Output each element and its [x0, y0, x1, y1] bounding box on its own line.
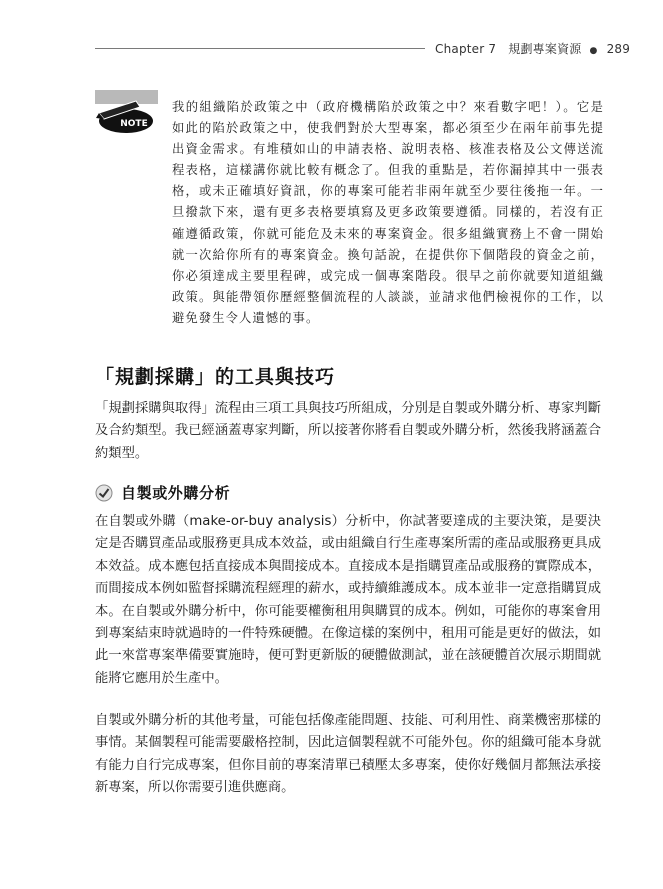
subsection-title: 自製或外購分析: [121, 484, 231, 502]
note-icon-label: NOTE: [120, 119, 148, 129]
note-text: 我的組織陷於政策之中（政府機構陷於政策之中？來看數字吧！）。它是如此的陷於政策之中，使我們對於大型專案，都必須至少在兩年前事先提出資金需求。有堆積如山的申請表格、說明表格、核准表格及公文傳送流程表格，這樣講你就比較有概念了。但我的重點是，若你漏掉其中一張表格，或未正確填好資訊，你的專案可能若非兩年就至少要往後拖一年。一旦撥款下來，還有更多表格要填寫及更多政策要遵循。同樣的，若沒有正確遵循政策，你就可能危及未來的專案資金。很多組織實務上不會一開始就一次給你所有的專案資金。換句話說，在提供你下個階段的資金之前，你必須達成主要里程碑，或完成一個專案階段。很早之前你就要知道組織政策。與能帶領你歷經整個流程的人談談，並請求他們檢視你的工作，以避免發生令人遺憾的事。: [172, 100, 604, 325]
chapter-title: 規劃專案資源: [508, 42, 582, 56]
chapter-label: Chapter 7: [435, 42, 497, 56]
body-paragraph: 在自製或外購（make-or-buy analysis）分析中，你試著要達成的主要決策，是要決定是否購買產品或服務更具成本效益，或由組織自行生產專案所需的產品或服務更具成本效益。成本應包括直接成本與間接成本。直接成本是指購買產品或服務的實際成本，而間接成本例如監督採購流程經理的薪水，或持續維護成本。成本並非一定意指購買成本。在自製或外購分析中，你可能要權衡租用與購買的成本。例如，可能你的專案會用到專案結束時就過時的一件特殊硬體。在像這樣的案例中，租用可能是更好的做法，如此一來當專案準備要實施時，便可對更新版的硬體做測試，並在該硬體首次展示期間就能將它應用於生產中。: [95, 514, 601, 686]
check-bullet-icon: [95, 484, 113, 502]
header-text: [435, 40, 630, 57]
page-number: 289: [606, 42, 631, 56]
running-header: [95, 38, 663, 60]
body-paragraph: 自製或外購分析的其他考量，可能包括像產能問題、技能、可利用性、商業機密那樣的事情。某個製程可能需要嚴格控制，因此這個製程就不可能外包。你的組織可能本身就有能力自行完成專案，但你目前的專案清單已積壓太多專案，使你好幾個月都無法承接新專案，所以你需要引進供應商。: [95, 713, 601, 796]
section-intro-paragraph: 「規劃採購與取得」流程由三項工具與技巧所組成，分別是自製或外購分析、專家判斷及合約類型。我已經涵蓋專家判斷，所以接著你將看自製或外購分析，然後我將涵蓋合約類型。: [95, 401, 601, 461]
header-separator: ●: [589, 46, 598, 56]
header-rule: [95, 48, 425, 49]
note-pen-icon: [96, 99, 156, 139]
section-title: 「規劃採購」的工具與技巧: [95, 366, 336, 388]
